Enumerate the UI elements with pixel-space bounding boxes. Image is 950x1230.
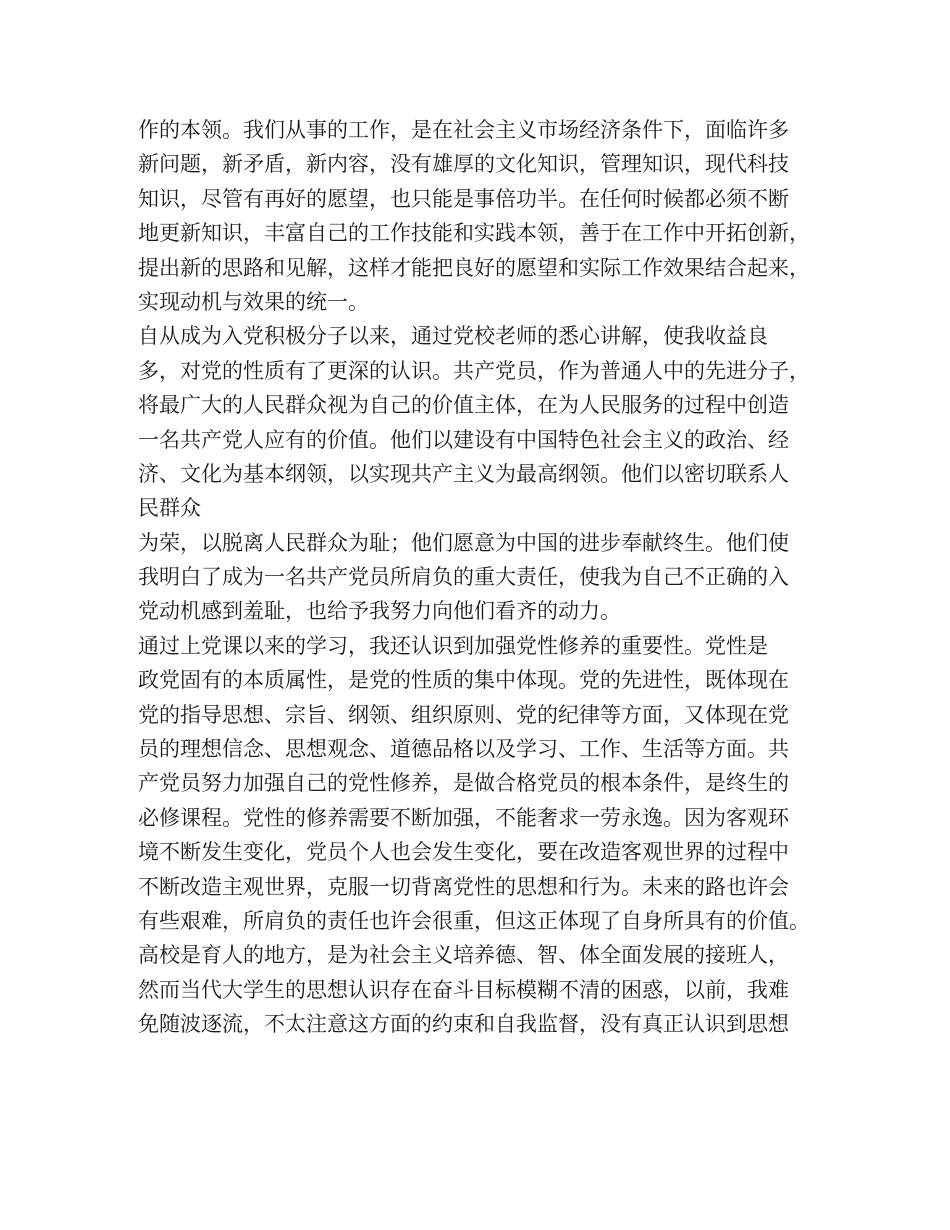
- text-line: 党动机感到羞耻，也给予我努力向他们看齐的动力。: [138, 599, 621, 624]
- text-line: 济、文化为基本纲领，以实现共产主义为最高纲领。他们以密切联系人: [138, 461, 789, 486]
- text-line: 党的指导思想、宗旨、纲领、组织原则、党的纪律等方面，又体现在党: [138, 702, 789, 727]
- text-line: 多，对党的性质有了更深的认识。共产党员，作为普通人中的先进分子，: [138, 358, 810, 383]
- text-line: 不断改造主观世界，克服一切背离党性的思想和行为。未来的路也许会: [138, 874, 789, 899]
- text-line: 境不断发生变化，党员个人也会发生变化，要在改造客观世界的过程中: [138, 840, 789, 865]
- text-line: 然而当代大学生的思想认识存在奋斗目标模糊不清的困惑，以前，我难: [138, 977, 789, 1002]
- text-line: 自从成为入党积极分子以来，通过党校老师的悉心讲解，使我收益良: [138, 324, 768, 349]
- text-line: 将最广大的人民群众视为自己的价值主体，在为人民服务的过程中创造: [138, 393, 789, 418]
- text-line: 为荣，以脱离人民群众为耻；他们愿意为中国的进步奉献终生。他们使: [138, 530, 789, 555]
- text-line: 通过上党课以来的学习，我还认识到加强党性修养的重要性。党性是: [138, 633, 768, 658]
- text-line: 作的本领。我们从事的工作，是在社会主义市场经济条件下，面临许多: [138, 118, 789, 142]
- text-line: 高校是育人的地方，是为社会主义培养德、智、体全面发展的接班人，: [138, 943, 789, 968]
- text-line: 民群众: [138, 496, 201, 521]
- text-line: 我明白了成为一名共产党员所肩负的重大责任，使我为自己不正确的入: [138, 565, 789, 590]
- text-line: 员的理想信念、思想观念、道德品格以及学习、工作、生活等方面。共: [138, 737, 789, 762]
- document-body: [138, 113, 828, 1042]
- text-line: 必修课程。党性的修养需要不断加强，不能奢求一劳永逸。因为客观环: [138, 805, 789, 830]
- text-line: 一名共产党人应有的价值。他们以建设有中国特色社会主义的政治、经: [138, 427, 789, 452]
- text-line: 提出新的思路和见解，这样才能把良好的愿望和实际工作效果结合起来，: [138, 255, 810, 280]
- text-line: 有些艰难，所肩负的责任也许会很重，但这正体现了自身所具有的价值。: [138, 908, 810, 933]
- text-line: 新问题，新矛盾，新内容，没有雄厚的文化知识，管理知识，现代科技: [138, 152, 789, 177]
- text-line: 地更新知识，丰富自己的工作技能和实践本领，善于在工作中开拓创新，: [138, 221, 810, 246]
- text-line: 免随波逐流，不太注意这方面的约束和自我监督，没有真正认识到思想: [138, 1012, 789, 1037]
- text-line: 知识，尽管有再好的愿望，也只能是事倍功半。在任何时候都必须不断: [138, 186, 789, 211]
- text-line: 产党员努力加强自己的党性修养，是做合格党员的根本条件，是终生的: [138, 771, 789, 796]
- text-line: 实现动机与效果的统一。: [138, 289, 369, 314]
- text-line: 政党固有的本质属性，是党的性质的集中体现。党的先进性，既体现在: [138, 668, 789, 693]
